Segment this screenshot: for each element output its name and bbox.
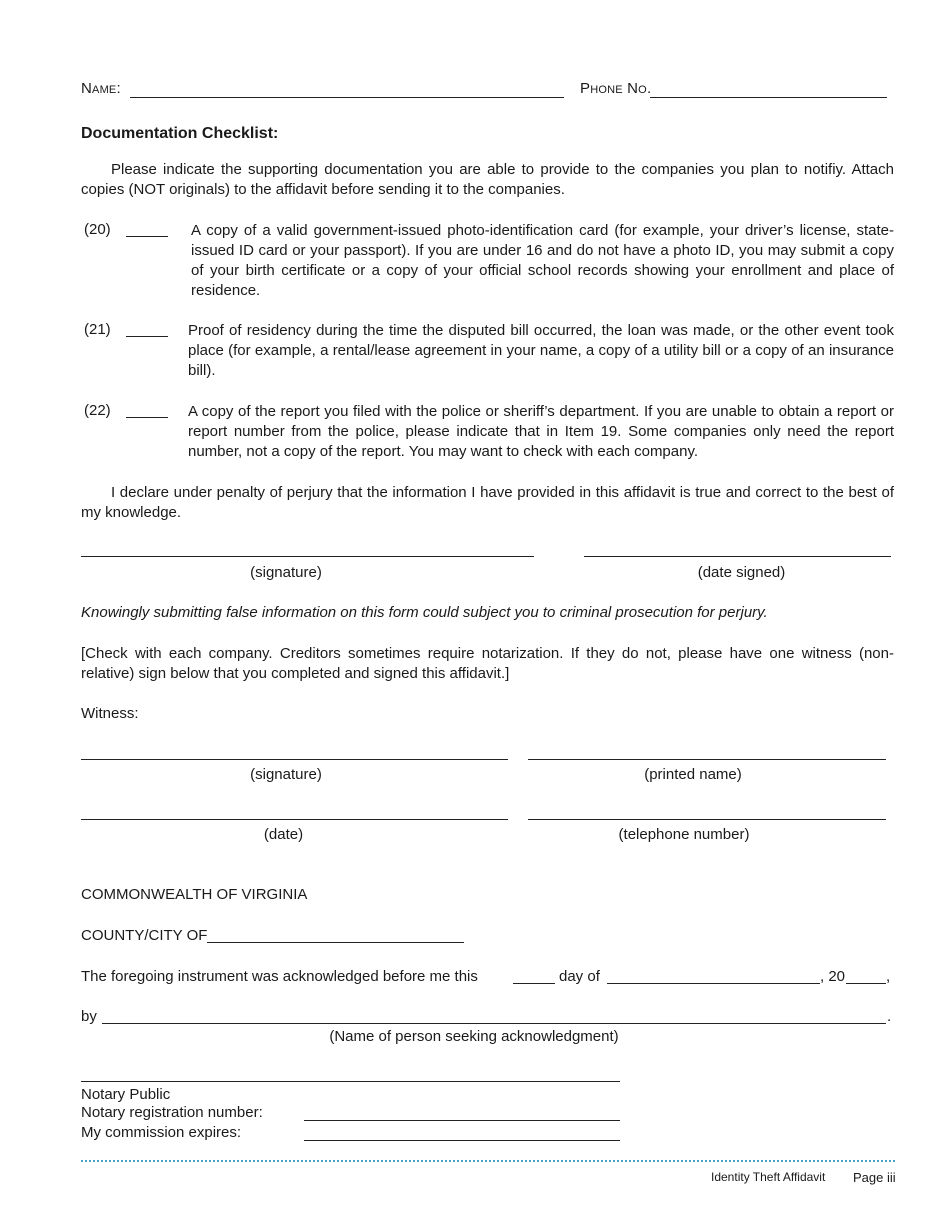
ack-month-field[interactable] (607, 983, 820, 984)
witness-telephone-line[interactable] (528, 819, 886, 820)
item-text: Proof of residency during the time the disputed bill occurred, the loan was made, or the other event took place (for example, a rental/lease agreement in your name, a copy of a utility bill or a copy of an insurance bill). (188, 322, 894, 379)
declaration: I declare under penalty of perjury that the information I have provided in this affidavit is true and correct to the best of my knowledge. (81, 484, 894, 521)
item-text: A copy of the report you filed with the police or sheriff’s department. If you are unable to obtain a report or report number from the police, please indicate that in Item 19. Some companies only need the report number, not a copy of the report. You may want to check with each company. (188, 403, 894, 460)
witness-date-line[interactable] (81, 819, 508, 820)
item-number: (21) (84, 321, 111, 338)
person-label: (Name of person seeking acknowledgment) (329, 1028, 619, 1045)
perjury-warning: Knowingly submitting false information on this form could subject you to criminal prosecution for perjury. (81, 604, 768, 621)
item-number: (20) (84, 221, 111, 238)
by-end: . (887, 1008, 892, 1025)
ack-text-3: , 20 (820, 968, 846, 985)
witness-signature-line[interactable] (81, 759, 508, 760)
registration-field[interactable] (304, 1120, 620, 1121)
item-checkbox-blank[interactable] (126, 336, 168, 337)
footer-title: Identity Theft Affidavit (711, 1170, 826, 1184)
name-label: Name: (81, 80, 121, 97)
ack-year-field[interactable] (846, 983, 886, 984)
item-text: A copy of a valid government-issued photo-identification card (for example, your driver’s license, state-issued ID card or your passport). If you are under 16 and do not have a photo ID, you may submit a copy of your birth certificate or a copy of your official school records showing your enrollment and place of residence. (191, 222, 894, 299)
county-field[interactable] (207, 942, 464, 943)
ack-day-field[interactable] (513, 983, 555, 984)
phone-label: Phone No. (580, 80, 652, 97)
ack-text-2: day of (559, 968, 600, 985)
notarization-note: [Check with each company. Creditors sometimes require notarization. If they do not, please have one witness (non-relative) sign below that you completed and signed this affidavit.] (81, 645, 894, 682)
date-signed-line[interactable] (584, 556, 891, 557)
signature-line[interactable] (81, 556, 534, 557)
date-signed-label: (date signed) (697, 564, 786, 581)
state-heading: COMMONWEALTH OF VIRGINIA (81, 886, 308, 903)
witness-label: Witness: (81, 705, 139, 722)
notary-signature-line[interactable] (81, 1081, 620, 1082)
witness-printed-name-line[interactable] (528, 759, 886, 760)
item-number: (22) (84, 402, 111, 419)
notary-public-label: Notary Public (81, 1086, 171, 1103)
name-field[interactable] (130, 97, 564, 98)
checklist-heading: Documentation Checklist: (81, 125, 279, 142)
registration-label: Notary registration number: (81, 1104, 263, 1121)
checklist-intro: Please indicate the supporting documentation you are able to provide to the companies you plan to notifiy. Attach copies (NOT originals) to the affidavit before sending it to the companies. (81, 161, 894, 198)
witness-date-label: (date) (263, 826, 304, 843)
footer-page: Page iii (853, 1170, 896, 1185)
county-label: COUNTY/CITY OF (81, 927, 208, 944)
ack-end: , (886, 968, 891, 985)
witness-signature-label: (signature) (250, 766, 322, 783)
phone-field[interactable] (650, 97, 887, 98)
signature-label: (signature) (250, 564, 322, 581)
item-checkbox-blank[interactable] (126, 236, 168, 237)
by-label: by (81, 1008, 97, 1025)
ack-text-1: The foregoing instrument was acknowledged before me this (81, 968, 478, 985)
witness-printed-name-label: (printed name) (644, 766, 742, 783)
item-checkbox-blank[interactable] (126, 417, 168, 418)
commission-label: My commission expires: (81, 1124, 242, 1141)
footer-rule (81, 1160, 895, 1162)
by-name-field[interactable] (102, 1023, 886, 1024)
witness-telephone-label: (telephone number) (618, 826, 750, 843)
commission-field[interactable] (304, 1140, 620, 1141)
